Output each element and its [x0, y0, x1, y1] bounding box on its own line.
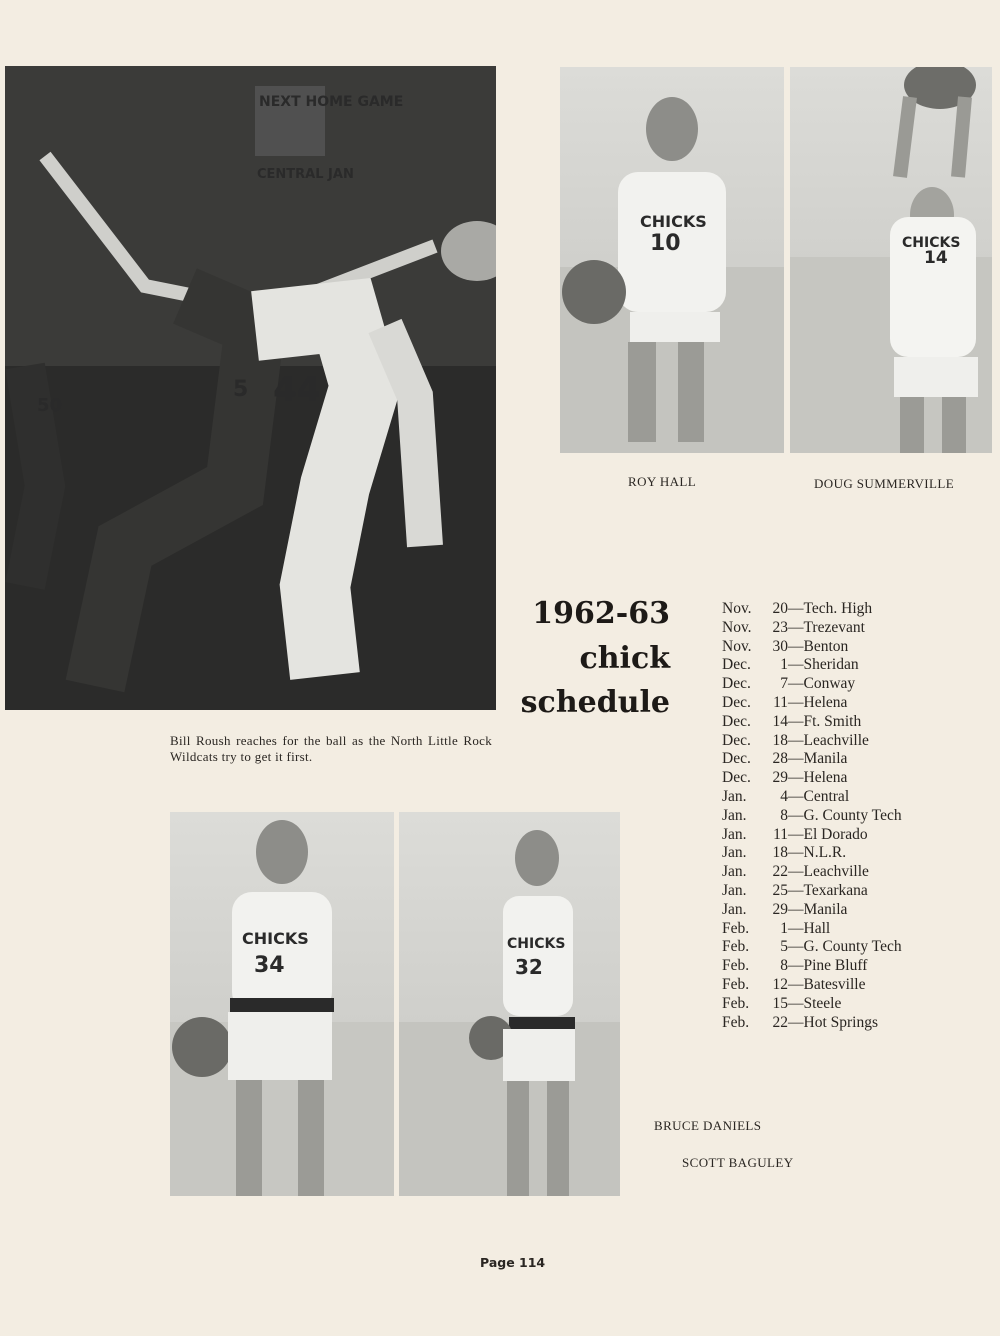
schedule-row: Jan. 8—G. County Tech: [722, 806, 902, 824]
schedule-month: Feb.: [722, 975, 750, 993]
schedule-month: Feb.: [722, 938, 750, 956]
schedule-opponent: Helena: [803, 693, 848, 711]
schedule-opponent: Texarkana: [803, 881, 868, 899]
schedule-row: Dec. 1—Sheridan: [722, 656, 859, 674]
schedule-row: Jan. 25—Texarkana: [722, 881, 868, 899]
schedule-month: Nov.: [722, 637, 752, 655]
bruce-daniels-photo: [170, 812, 394, 1196]
schedule-day: 30: [772, 637, 788, 655]
schedule-day: 8: [780, 806, 788, 824]
doug-summerville-photo: [790, 67, 992, 453]
player-number-50: 50: [37, 395, 63, 416]
schedule-month: Dec.: [722, 712, 751, 730]
schedule-opponent: Batesville: [803, 975, 866, 993]
scott-baguley-name: SCOTT BAGULEY: [682, 1155, 794, 1170]
schedule-day: 28: [772, 750, 788, 768]
schedule-opponent: Tech. High: [803, 600, 873, 617]
schedule-row: Feb. 12—Batesville: [722, 975, 866, 993]
schedule-month: Nov.: [722, 600, 752, 617]
schedule-month: Feb.: [722, 919, 750, 937]
schedule-opponent: Trezevant: [803, 618, 865, 636]
schedule-day: 22: [772, 863, 788, 881]
schedule-row: Jan. 11—El Dorado: [722, 825, 868, 843]
action-photo: [5, 66, 496, 710]
schedule-month: Jan.: [722, 900, 747, 918]
bruce-daniels-jersey-text: CHICKS: [242, 929, 309, 948]
schedule-day: 1: [780, 656, 788, 674]
schedule-title-schedule: schedule: [520, 685, 670, 720]
schedule-day: 7: [780, 675, 788, 693]
player-number-44: 44: [273, 370, 321, 410]
schedule-month: Jan.: [722, 863, 747, 881]
roy-hall-photo: [560, 67, 784, 453]
schedule-row: Feb. 1—Hall: [722, 919, 831, 937]
schedule-month: Dec.: [722, 731, 751, 749]
schedule-row: Feb. 22—Hot Springs: [722, 1013, 878, 1031]
schedule-opponent: Conway: [803, 675, 856, 693]
schedule-row: Dec. 11—Helena: [722, 693, 848, 711]
schedule-month: Dec.: [722, 656, 751, 674]
schedule-day: 18: [772, 844, 788, 862]
schedule-row: Jan. 4—Central: [722, 787, 850, 805]
schedule-opponent: N.L.R.: [803, 844, 847, 862]
schedule-opponent: Hot Springs: [803, 1013, 878, 1031]
schedule-month: Jan.: [722, 844, 747, 862]
schedule-row: Jan. 18—N.L.R.: [722, 844, 847, 862]
schedule-opponent: Leachville: [803, 731, 869, 749]
player-number-5: 5: [233, 377, 249, 402]
schedule-row: Nov. 23—Trezevant: [722, 618, 865, 636]
schedule-month: Jan.: [722, 787, 747, 805]
schedule-month: Jan.: [722, 825, 747, 843]
schedule-opponent: G. County Tech: [803, 938, 902, 956]
schedule-month: Feb.: [722, 1013, 750, 1031]
schedule-month: Dec.: [722, 675, 751, 693]
schedule-day: 29: [772, 900, 788, 918]
schedule-day: 23: [772, 618, 788, 636]
schedule-row: Dec. 14—Ft. Smith: [722, 712, 862, 730]
schedule-day: 5: [780, 938, 788, 956]
schedule-opponent: Pine Bluff: [803, 957, 868, 975]
scott-baguley-number: 32: [515, 955, 543, 979]
schedule-month: Jan.: [722, 881, 747, 899]
schedule-day: 29: [772, 769, 788, 787]
schedule-row: Jan. 22—Leachville: [722, 863, 869, 881]
schedule-title-year: 1962-63: [532, 596, 670, 631]
schedule-opponent: Leachville: [803, 863, 869, 881]
schedule-month: Dec.: [722, 693, 751, 711]
schedule-row: Dec. 29—Helena: [722, 769, 848, 787]
roy-hall-name: ROY HALL: [628, 474, 697, 489]
schedule-opponent: Benton: [803, 637, 849, 655]
schedule-day: 15: [772, 994, 788, 1012]
sign-text: CENTRAL JAN: [257, 167, 354, 182]
doug-summerville-number: 14: [924, 248, 948, 268]
schedule-day: 8: [780, 957, 788, 975]
schedule-day: 4: [780, 787, 788, 805]
schedule-row: Jan. 29—Manila: [722, 900, 848, 918]
schedule-row: Feb. 15—Steele: [722, 994, 842, 1012]
schedule-opponent: El Dorado: [803, 825, 868, 843]
page-number: Page 114: [480, 1255, 546, 1270]
schedule-day: 12: [772, 975, 788, 993]
schedule-day: 11: [773, 693, 788, 711]
roy-hall-number: 10: [650, 231, 681, 256]
schedule-row: Feb. 8—Pine Bluff: [722, 957, 868, 975]
schedule-month: Dec.: [722, 769, 751, 787]
schedule-opponent: Ft. Smith: [803, 712, 862, 730]
schedule-month: Feb.: [722, 994, 750, 1012]
schedule-day: 25: [772, 881, 788, 899]
roy-hall-jersey-text: CHICKS: [640, 212, 707, 231]
schedule-row: Feb. 5—G. County Tech: [722, 938, 902, 956]
banner-text: NEXT HOME GAME: [259, 94, 404, 110]
bruce-daniels-name: BRUCE DANIELS: [654, 1118, 762, 1133]
scott-baguley-photo: [399, 812, 620, 1196]
schedule-day: 18: [772, 731, 788, 749]
schedule-title-chick: chick: [579, 641, 670, 676]
schedule-row: Dec. 28—Manila: [722, 750, 848, 768]
schedule-opponent: Manila: [803, 750, 848, 768]
schedule-list: [722, 600, 902, 1032]
schedule-day: 1: [780, 919, 788, 937]
schedule-month: Nov.: [722, 618, 752, 636]
schedule-opponent: Helena: [803, 769, 848, 787]
schedule-opponent: Sheridan: [803, 656, 859, 674]
action-photo-caption: Bill Roush reaches for the ball as the North Little Rock Wildcats try to get it first.: [170, 733, 492, 764]
doug-summerville-name: DOUG SUMMERVILLE: [814, 476, 955, 491]
schedule-row: Dec. 7—Conway: [722, 675, 856, 693]
schedule-month: Dec.: [722, 750, 751, 768]
schedule-row: Nov. 30—Benton: [722, 637, 849, 655]
schedule-row: Nov. 20—Tech. High: [722, 600, 873, 617]
schedule-day: 22: [772, 1013, 788, 1031]
schedule-opponent: Hall: [803, 919, 831, 937]
schedule-opponent: Steele: [803, 994, 842, 1012]
doug-summerville-jersey-text: CHICKS: [902, 235, 961, 251]
schedule-opponent: Central: [803, 787, 850, 805]
bruce-daniels-number: 34: [254, 953, 285, 978]
schedule-day: 11: [773, 825, 788, 843]
schedule-opponent: Manila: [803, 900, 848, 918]
schedule-day: 14: [772, 712, 788, 730]
schedule-month: Feb.: [722, 957, 750, 975]
schedule-row: Dec. 18—Leachville: [722, 731, 869, 749]
schedule-month: Jan.: [722, 806, 747, 824]
scott-baguley-jersey-text: CHICKS: [507, 936, 566, 952]
schedule-opponent: G. County Tech: [803, 806, 902, 824]
schedule-day: 20: [772, 600, 788, 617]
